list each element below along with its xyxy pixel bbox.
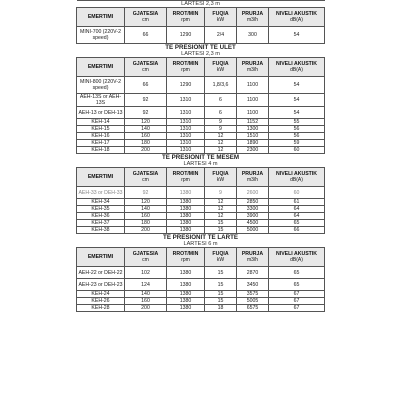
cell-power: 12 (205, 140, 237, 147)
table-row (77, 187, 325, 199)
col-header-prurja (237, 248, 269, 267)
cell-noise: 54 (269, 107, 325, 119)
cell-model: KEH-38 (77, 227, 125, 234)
cell-rpm: 1380 (167, 267, 205, 279)
col-header-label: PRURJA (241, 61, 264, 67)
cell-rpm: 1310 (167, 140, 205, 147)
cell-length: 92 (125, 107, 167, 119)
cell-power: 15 (205, 279, 237, 291)
cell-flow: 300 (237, 27, 269, 44)
cell-rpm: 1380 (167, 206, 205, 213)
col-header-unit: kW (216, 257, 225, 263)
col-header-label: NIVELI AKUSTIK (276, 11, 318, 17)
col-header-label: RROT/MIN (172, 11, 199, 17)
table-row (77, 305, 325, 312)
col-header-prurja (237, 8, 269, 27)
cell-noise: 67 (269, 291, 325, 298)
col-header-label: EMERTIMI (87, 14, 114, 20)
col-header-gjatesia (125, 168, 167, 187)
table-row (77, 199, 325, 206)
cell-power: 12 (205, 199, 237, 206)
table-row (77, 94, 325, 107)
spec-table-body (77, 1, 325, 312)
col-header-gjatesia (125, 248, 167, 267)
section-title: TE PRESIONIT TE ULET (165, 44, 236, 51)
spec-document (76, 0, 324, 312)
col-header-fuqia (205, 8, 237, 27)
cell-noise: 54 (269, 27, 325, 44)
col-header-fuqia (205, 58, 237, 77)
cell-flow: 1100 (237, 94, 269, 107)
col-header-emertimi (77, 168, 125, 187)
cell-flow: 3450 (237, 279, 269, 291)
section-header (77, 44, 325, 58)
col-header-rrot (167, 168, 205, 187)
cell-model: AEH-13S or AEH-13S (77, 94, 125, 107)
cell-noise: 54 (269, 77, 325, 94)
section-title: TE PRESIONIT TE LARTE (163, 234, 238, 241)
section-title-cell (77, 234, 325, 248)
cell-rpm: 1310 (167, 133, 205, 140)
cell-model: KEH-16 (77, 133, 125, 140)
cell-model: KEH-24 (77, 291, 125, 298)
cell-length: 102 (125, 267, 167, 279)
col-header-label: FUQIA (212, 61, 229, 67)
col-header-label: GJATESIA (132, 11, 159, 17)
cell-model: KEH-28 (77, 305, 125, 312)
col-header-fuqia (205, 248, 237, 267)
cell-model: MINI-700 (220V-2 speed) (77, 27, 125, 44)
cell-power: 12 (205, 206, 237, 213)
table-row (77, 298, 325, 305)
cell-flow: 6575 (237, 305, 269, 312)
cell-length: 120 (125, 199, 167, 206)
header-row (77, 58, 325, 77)
cell-rpm: 1380 (167, 213, 205, 220)
table-row (77, 291, 325, 298)
spec-table (76, 0, 325, 312)
cell-noise: 55 (269, 119, 325, 126)
cell-length: 66 (125, 77, 167, 94)
col-header-unit: rpm (181, 17, 190, 23)
section-title-cell (77, 44, 325, 58)
cell-length: 92 (125, 187, 167, 199)
col-header-label: NIVELI AKUSTIK (276, 61, 318, 67)
table-row (77, 147, 325, 154)
col-header-label: PRURJA (241, 251, 264, 257)
cell-noise: 65 (269, 279, 325, 291)
col-header-unit: rpm (181, 257, 190, 263)
col-header-unit: rpm (181, 67, 190, 73)
cell-length: 66 (125, 27, 167, 44)
cell-noise: 67 (269, 305, 325, 312)
table-row (77, 140, 325, 147)
col-header-unit: cm (142, 257, 149, 263)
cell-noise: 64 (269, 213, 325, 220)
cell-noise: 60 (269, 147, 325, 154)
cell-flow: 1510 (237, 133, 269, 140)
cell-flow: 1100 (237, 107, 269, 119)
table-row (77, 227, 325, 234)
cell-model: KEH-17 (77, 140, 125, 147)
cell-power: 15 (205, 291, 237, 298)
cell-rpm: 1380 (167, 305, 205, 312)
cell-noise: 56 (269, 126, 325, 133)
cell-power: 9 (205, 126, 237, 133)
cell-rpm: 1380 (167, 220, 205, 227)
cell-flow: 1890 (237, 140, 269, 147)
section-subtitle: LARTESI 2,3 m (181, 51, 220, 57)
col-header-niveli (269, 58, 325, 77)
cell-rpm: 1380 (167, 187, 205, 199)
section-header (77, 234, 325, 248)
cell-model: AEH-13 or DEH-13 (77, 107, 125, 119)
cell-noise: 60 (269, 187, 325, 199)
cell-noise: 56 (269, 133, 325, 140)
cell-noise: 61 (269, 199, 325, 206)
col-header-unit: cm (142, 177, 149, 183)
cell-rpm: 1380 (167, 279, 205, 291)
cell-noise: 66 (269, 227, 325, 234)
cell-flow: 1100 (237, 77, 269, 94)
col-header-label: FUQIA (212, 11, 229, 17)
header-row (77, 248, 325, 267)
section-header (77, 154, 325, 168)
col-header-label: PRURJA (241, 11, 264, 17)
cell-rpm: 1380 (167, 199, 205, 206)
cell-noise: 67 (269, 298, 325, 305)
section-title: TE PRESIONIT TE MESEM (162, 154, 240, 161)
table-row (77, 213, 325, 220)
cell-model: KEH-35 (77, 206, 125, 213)
cell-power: 15 (205, 227, 237, 234)
cell-model: KEH-26 (77, 298, 125, 305)
cell-flow: 5000 (237, 227, 269, 234)
col-header-unit: rpm (181, 177, 190, 183)
cell-model: KEH-34 (77, 199, 125, 206)
table-row (77, 27, 325, 44)
cell-noise: 65 (269, 220, 325, 227)
cell-noise: 64 (269, 206, 325, 213)
header-row (77, 8, 325, 27)
col-header-label: RROT/MIN (172, 251, 199, 257)
cell-flow: 1300 (237, 126, 269, 133)
cell-rpm: 1310 (167, 107, 205, 119)
col-header-label: NIVELI AKUSTIK (276, 171, 318, 177)
cell-rpm: 1380 (167, 291, 205, 298)
col-header-unit: dB(A) (290, 177, 303, 183)
cell-model: KEH-15 (77, 126, 125, 133)
col-header-emertimi (77, 248, 125, 267)
cell-power: 12 (205, 133, 237, 140)
cell-flow: 2300 (237, 147, 269, 154)
cell-rpm: 1290 (167, 27, 205, 44)
cell-flow: 3575 (237, 291, 269, 298)
cell-power: 9 (205, 187, 237, 199)
cell-rpm: 1290 (167, 77, 205, 94)
cell-power: 12 (205, 213, 237, 220)
col-header-unit: dB(A) (290, 257, 303, 263)
cell-flow: 3900 (237, 213, 269, 220)
cell-model: AEH-33 or DEH-33 (77, 187, 125, 199)
col-header-unit: kW (216, 177, 225, 183)
col-header-prurja (237, 168, 269, 187)
col-header-unit: dB(A) (290, 67, 303, 73)
cell-length: 160 (125, 298, 167, 305)
col-header-fuqia (205, 168, 237, 187)
cell-noise: 65 (269, 267, 325, 279)
cell-length: 180 (125, 220, 167, 227)
cell-flow: 2850 (237, 199, 269, 206)
cell-length: 200 (125, 305, 167, 312)
cell-model: AEH-22 or DEH-22 (77, 267, 125, 279)
col-header-label: EMERTIMI (87, 254, 114, 260)
col-header-unit: m3/h (246, 67, 259, 73)
col-header-unit: m3/h (246, 17, 259, 23)
cell-length: 124 (125, 279, 167, 291)
col-header-niveli (269, 248, 325, 267)
section-subtitle: LARTESI 6 m (183, 241, 218, 247)
col-header-prurja (237, 58, 269, 77)
table-row (77, 267, 325, 279)
cell-rpm: 1380 (167, 227, 205, 234)
col-header-label: FUQIA (212, 171, 229, 177)
cell-rpm: 1310 (167, 94, 205, 107)
section-subtitle: LARTESI 2,3 m (181, 1, 220, 7)
col-header-label: EMERTIMI (87, 64, 114, 70)
col-header-niveli (269, 168, 325, 187)
col-header-label: EMERTIMI (87, 174, 114, 180)
cell-power: 9 (205, 119, 237, 126)
col-header-label: FUQIA (212, 251, 229, 257)
cell-length: 140 (125, 206, 167, 213)
cell-noise: 59 (269, 140, 325, 147)
cell-power: 18 (205, 305, 237, 312)
cell-power: 12 (205, 147, 237, 154)
cell-length: 92 (125, 94, 167, 107)
col-header-unit: kW (216, 17, 225, 23)
cell-power: 2/4 (205, 27, 237, 44)
section-subtitle: LARTESI 4 m (183, 161, 218, 167)
section-header (77, 1, 325, 8)
cell-rpm: 1310 (167, 147, 205, 154)
table-row (77, 206, 325, 213)
cell-rpm: 1310 (167, 126, 205, 133)
col-header-unit: cm (142, 67, 149, 73)
cell-length: 180 (125, 140, 167, 147)
cell-length: 120 (125, 119, 167, 126)
col-header-label: RROT/MIN (172, 61, 199, 67)
table-row (77, 220, 325, 227)
cell-flow: 3300 (237, 206, 269, 213)
col-header-label: PRURJA (241, 171, 264, 177)
cell-power: 15 (205, 267, 237, 279)
cell-length: 200 (125, 227, 167, 234)
cell-power: 15 (205, 298, 237, 305)
cell-power: 15 (205, 220, 237, 227)
cell-length: 140 (125, 126, 167, 133)
cell-rpm: 1310 (167, 119, 205, 126)
col-header-label: RROT/MIN (172, 171, 199, 177)
cell-model: AEH-23 or DEH-23 (77, 279, 125, 291)
col-header-label: GJATESIA (132, 251, 159, 257)
col-header-unit: m3/h (246, 177, 259, 183)
col-header-rrot (167, 8, 205, 27)
table-row (77, 126, 325, 133)
col-header-label: NIVELI AKUSTIK (276, 251, 318, 257)
col-header-rrot (167, 58, 205, 77)
cell-length: 160 (125, 213, 167, 220)
cell-model: KEH-18 (77, 147, 125, 154)
section-title-cell (77, 154, 325, 168)
cell-length: 160 (125, 133, 167, 140)
table-row (77, 77, 325, 94)
cell-rpm: 1380 (167, 298, 205, 305)
cell-flow: 2870 (237, 267, 269, 279)
cell-flow: 2600 (237, 187, 269, 199)
cell-model: KEH-37 (77, 220, 125, 227)
cell-power: 6 (205, 94, 237, 107)
cell-flow: 1152 (237, 119, 269, 126)
col-header-niveli (269, 8, 325, 27)
cell-model: KEH-36 (77, 213, 125, 220)
col-header-emertimi (77, 8, 125, 27)
table-row (77, 279, 325, 291)
col-header-unit: cm (142, 17, 149, 23)
cell-length: 140 (125, 291, 167, 298)
col-header-rrot (167, 248, 205, 267)
col-header-label: GJATESIA (132, 61, 159, 67)
section-title-cell (77, 1, 325, 8)
table-row (77, 107, 325, 119)
header-row (77, 168, 325, 187)
cell-flow: 4500 (237, 220, 269, 227)
cell-power: 1,8/3,6 (205, 77, 237, 94)
col-header-unit: kW (216, 67, 225, 73)
cell-power: 6 (205, 107, 237, 119)
col-header-gjatesia (125, 8, 167, 27)
cell-flow: 5005 (237, 298, 269, 305)
col-header-unit: m3/h (246, 257, 259, 263)
cell-length: 200 (125, 147, 167, 154)
table-row (77, 119, 325, 126)
col-header-label: GJATESIA (132, 171, 159, 177)
col-header-emertimi (77, 58, 125, 77)
cell-model: MINI-800 (220V-2 speed) (77, 77, 125, 94)
col-header-unit: dB(A) (290, 17, 303, 23)
table-row (77, 133, 325, 140)
col-header-gjatesia (125, 58, 167, 77)
cell-noise: 54 (269, 94, 325, 107)
cell-model: KEH-14 (77, 119, 125, 126)
